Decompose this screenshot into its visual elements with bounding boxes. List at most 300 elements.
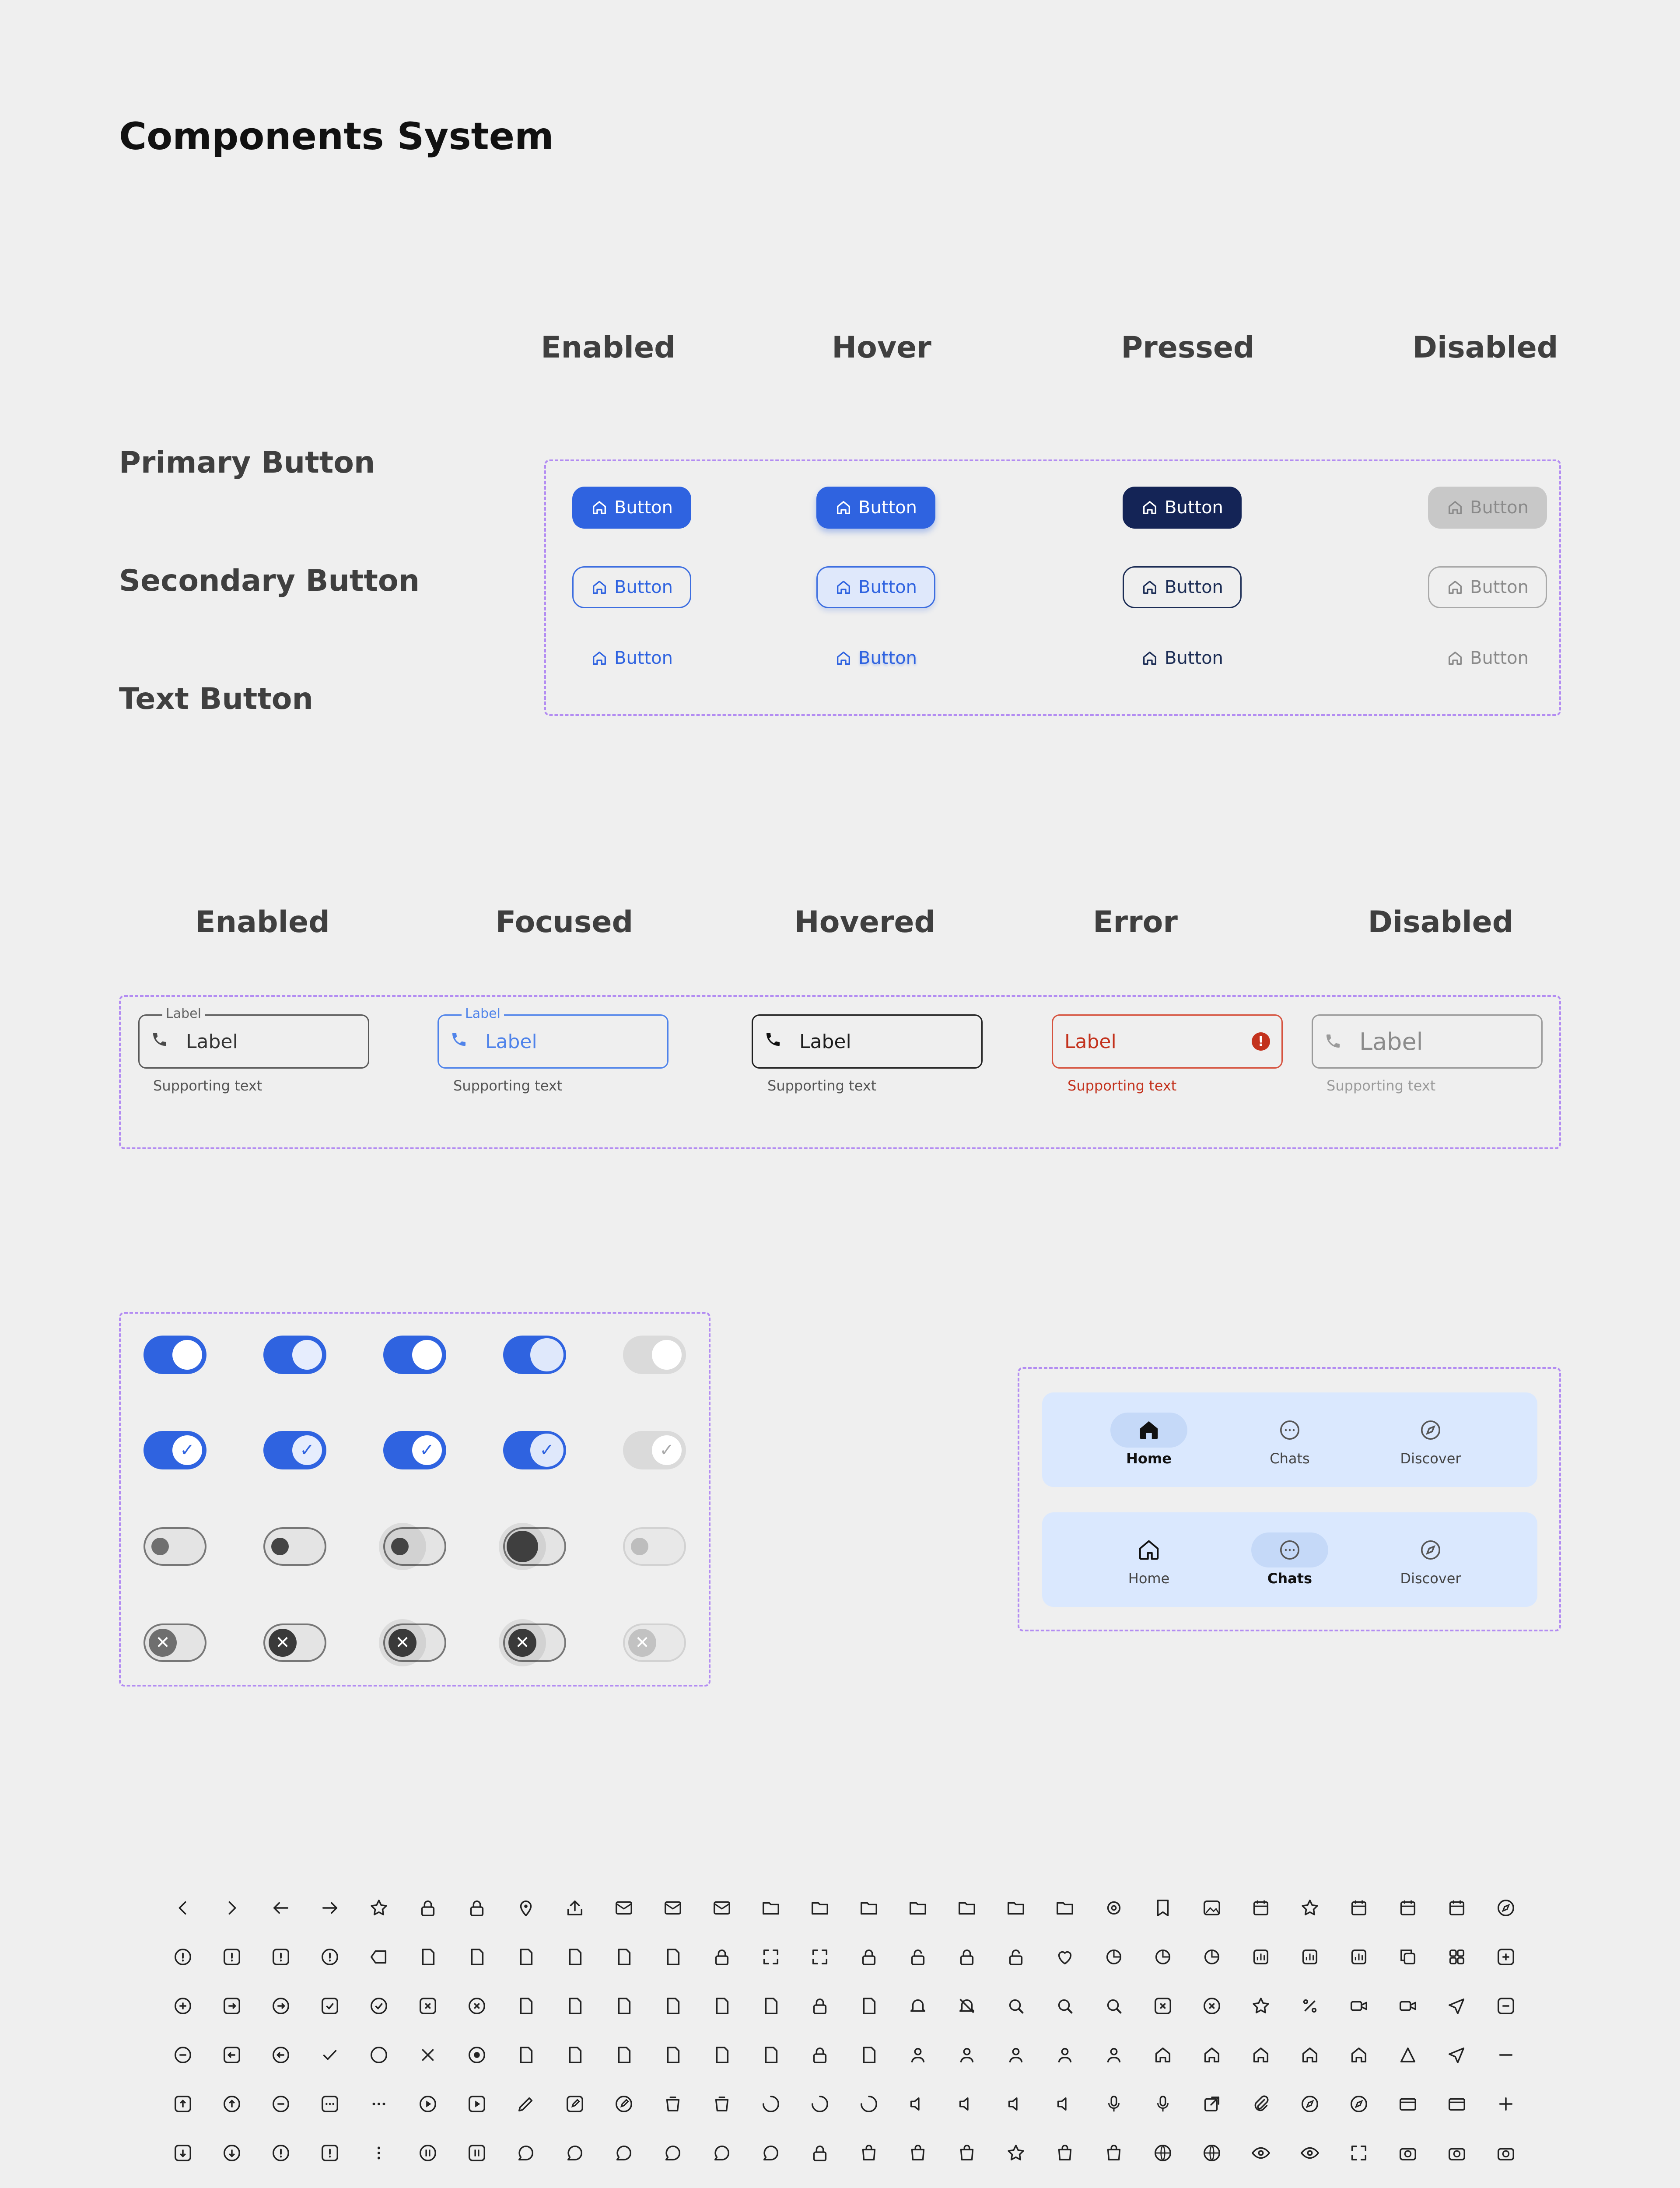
switch-handle (391, 1538, 409, 1555)
home-2-icon (1187, 2030, 1236, 2079)
volume-1-icon (942, 2079, 991, 2128)
folder-download-icon (942, 1883, 991, 1932)
basket-star-icon (991, 2128, 1040, 2177)
home-icon (1138, 2030, 1187, 2079)
switch-on-with-check-disabled (623, 1431, 686, 1469)
arrow-right-square-icon (207, 1981, 256, 2030)
pause-circle-icon (403, 2128, 452, 2177)
bell-icon (893, 1981, 942, 2030)
home-icon (1141, 649, 1158, 667)
bag-plus-icon (893, 2177, 942, 2188)
user-square-icon (1089, 2030, 1138, 2079)
check-icon (305, 2030, 354, 2079)
text-field-hovered[interactable] (752, 1014, 983, 1069)
info-square-2-icon (305, 2128, 354, 2177)
nav-item-chats[interactable] (1224, 1512, 1355, 1607)
eye-icon (1236, 2128, 1285, 2177)
external-link-icon (1187, 2079, 1236, 2128)
clipboard-up-icon (697, 1981, 746, 2030)
chat-2-icon (550, 2128, 599, 2177)
user-2-icon (942, 2030, 991, 2079)
primary-button-heading: Primary Button (119, 445, 375, 480)
arrow-up-square-icon (158, 2079, 207, 2128)
calendar-star-icon (1285, 1883, 1334, 1932)
user-icon (893, 2030, 942, 2079)
phone-icon (764, 1031, 782, 1053)
switch-handle (388, 1629, 416, 1657)
bag-minus-icon (991, 2177, 1040, 2188)
folder-icon (746, 1883, 795, 1932)
switch-handle (412, 1435, 442, 1465)
circle-icon (354, 2030, 403, 2079)
mic-icon (1138, 2079, 1187, 2128)
switch-on-with-check-focused[interactable] (383, 1431, 446, 1469)
button-label: Button (1470, 648, 1529, 668)
field-state-disabled-heading: Disabled (1368, 905, 1514, 940)
globe-icon (1138, 2128, 1187, 2177)
lock-icon (844, 1932, 893, 1981)
outline-icon-set (158, 1883, 1530, 2188)
file-icon (403, 1932, 452, 1981)
button-state-enabled-heading: Enabled (541, 330, 676, 365)
button-label: Button (614, 577, 673, 597)
switch-handle (652, 1435, 682, 1465)
calendar-icon (1236, 1883, 1285, 1932)
volume-2-icon (991, 2079, 1040, 2128)
switch-off-pressed[interactable] (503, 1527, 566, 1566)
primary-button-enabled[interactable] (572, 487, 691, 529)
button-label: Button (1165, 498, 1223, 518)
nav-item-discover[interactable] (1365, 1512, 1496, 1607)
switch-handle (508, 1629, 536, 1657)
error-icon: ! (1252, 1032, 1270, 1051)
plus-circle-icon (158, 1981, 207, 2030)
home-icon (1446, 579, 1464, 596)
clock-icon (403, 1883, 452, 1932)
device-up-icon (697, 2030, 746, 2079)
switch-on-focused[interactable] (383, 1336, 446, 1374)
check-icon: ✓ (420, 1440, 434, 1460)
video-icon (1334, 1981, 1383, 2030)
nav-item-label: Home (1126, 1450, 1172, 1467)
primary-button-disabled (1428, 487, 1547, 529)
shield-2-icon (648, 2177, 697, 2188)
x-box-icon (1138, 1981, 1187, 2030)
pie-chart-3-icon (1187, 1932, 1236, 1981)
hourglass-icon (746, 2079, 795, 2128)
chat-5-icon (697, 2128, 746, 2177)
nav-item-chats[interactable] (1224, 1392, 1355, 1487)
home-icon (591, 579, 608, 596)
minus-square-icon (1481, 1981, 1530, 2030)
text-field-focused[interactable] (438, 1006, 668, 1069)
file-up-icon (648, 1932, 697, 1981)
check-icon: ✓ (539, 1440, 554, 1460)
chat-clock-icon (795, 2128, 844, 2177)
grid-icon (1432, 1932, 1481, 1981)
device-plus-icon (550, 2030, 599, 2079)
switch-on-with-check-pressed[interactable] (503, 1431, 566, 1469)
switch-handle (292, 1340, 322, 1370)
mic-off-icon (1089, 2079, 1138, 2128)
switch-handle (149, 1629, 177, 1657)
check-circle-icon (354, 1981, 403, 2030)
switch-on-hover[interactable] (263, 1336, 326, 1374)
bar-chart-icon (1236, 1932, 1285, 1981)
switch-handle (628, 1629, 656, 1657)
phone-icon (151, 1031, 168, 1053)
phone-icon (158, 2177, 207, 2188)
home-icon (1141, 579, 1158, 596)
chat-3-icon (599, 2128, 648, 2177)
button-label: Button (614, 498, 673, 518)
chat-4-icon (648, 2128, 697, 2177)
switch-off-with-close-pressed[interactable] (503, 1623, 566, 1662)
bag-icon (795, 2177, 844, 2188)
button-label: Button (614, 648, 673, 668)
pie-chart-icon (1089, 1932, 1138, 1981)
shield-check-icon (697, 2177, 746, 2188)
phone-forwarded-icon (354, 2177, 403, 2188)
minus-circle-icon (158, 2030, 207, 2079)
loader-icon (795, 2079, 844, 2128)
secondary-button-disabled (1428, 566, 1547, 608)
paperclip-icon (1236, 2079, 1285, 2128)
info-square-icon (207, 1932, 256, 1981)
volume-x-icon (1040, 2079, 1089, 2128)
folder-plus-icon (844, 1883, 893, 1932)
bookmark-icon (1138, 1883, 1187, 1932)
calendar-minus-icon (1334, 1883, 1383, 1932)
radio-icon (452, 2030, 501, 2079)
file-text-icon (550, 1932, 599, 1981)
device-check-icon (746, 2030, 795, 2079)
nav-item-discover[interactable] (1365, 1392, 1496, 1487)
close-icon: ✕ (275, 1633, 290, 1653)
camera-icon (1383, 2128, 1432, 2177)
chat-icon (501, 2128, 550, 2177)
file-plus-icon (452, 1932, 501, 1981)
switch-handle (530, 1338, 564, 1371)
mail-icon (599, 1883, 648, 1932)
more-vertical-icon (354, 2128, 403, 2177)
info-circle-icon (158, 1932, 207, 1981)
switch-handle (412, 1340, 442, 1370)
heart-icon (1040, 1932, 1089, 1981)
chat-x-icon (746, 2128, 795, 2177)
button-label: Button (858, 648, 917, 668)
phone-icon (1324, 1028, 1342, 1055)
arrow-left-circle-icon (256, 2030, 305, 2079)
button-variants-frame (544, 459, 1561, 716)
file-lock-icon (697, 1932, 746, 1981)
volume-icon (893, 2079, 942, 2128)
device-clock-icon (795, 2030, 844, 2079)
close-icon: ✕ (395, 1633, 410, 1653)
check-square-icon (305, 1981, 354, 2030)
backspace-icon (354, 1932, 403, 1981)
switch-on-enabled[interactable] (144, 1336, 206, 1374)
alert-square-icon (256, 1932, 305, 1981)
home-icon (1110, 1413, 1187, 1448)
camera-square-icon (1481, 2128, 1530, 2177)
more-horizontal-icon (354, 2079, 403, 2128)
arrow-up-circle-icon (207, 2079, 256, 2128)
secondary-button-heading: Secondary Button (119, 564, 420, 598)
chat-bubble-icon (1251, 1532, 1328, 1567)
button-label: Button (1165, 648, 1223, 668)
button-state-pressed-heading: Pressed (1121, 330, 1255, 365)
primary-button-hover[interactable] (816, 487, 935, 529)
button-label: Button (858, 498, 917, 518)
calendar-settings-icon (1432, 1883, 1481, 1932)
trash-icon (648, 2079, 697, 2128)
navigation-square-icon (1334, 2079, 1383, 2128)
device-x-icon (844, 2030, 893, 2079)
nav-item-label: Discover (1400, 1450, 1461, 1467)
supporting-text-error: Supporting text (1068, 1077, 1177, 1094)
maximize-icon (795, 1932, 844, 1981)
plus-icon (1481, 2079, 1530, 2128)
button-state-hover-heading: Hover (832, 330, 931, 365)
calendar-check-icon (1383, 1883, 1432, 1932)
clipboard-down-icon (648, 1981, 697, 2030)
phone-off-icon (403, 2177, 452, 2188)
map-pin-icon (501, 1883, 550, 1932)
home-icon (1446, 499, 1464, 516)
send-icon (1432, 1981, 1481, 2030)
nav-item-label: Discover (1400, 1570, 1461, 1587)
bag-check-icon (844, 2177, 893, 2188)
mail-settings-icon (648, 1883, 697, 1932)
credit-card-icon (1432, 2079, 1481, 2128)
phone-missed-icon (305, 2177, 354, 2188)
shield-icon (599, 2177, 648, 2188)
device-icon (501, 2030, 550, 2079)
video-off-icon (1383, 1981, 1432, 2030)
device-minus-icon (599, 2030, 648, 2079)
nav-item-home[interactable] (1083, 1512, 1214, 1607)
home-3-icon (1236, 2030, 1285, 2079)
button-state-disabled-heading: Disabled (1412, 330, 1558, 365)
home-5-icon (1334, 2030, 1383, 2079)
chat-bubble-icon (1251, 1413, 1328, 1448)
eye-off-icon (1285, 2128, 1334, 2177)
folder-check-icon (1040, 1883, 1089, 1932)
switch-off-hover[interactable] (263, 1527, 326, 1566)
check-icon: ✓ (300, 1440, 315, 1460)
upload-icon (550, 1883, 599, 1932)
folder-add-icon (893, 1883, 942, 1932)
switch-on-with-check-enabled[interactable] (144, 1431, 206, 1469)
floating-label: Label (462, 1006, 504, 1021)
bar-chart-2-icon (1285, 1932, 1334, 1981)
button-label: Button (1470, 577, 1529, 597)
field-value: Label (1064, 1030, 1116, 1053)
switch-off-with-close-enabled[interactable] (144, 1623, 206, 1662)
text-button-hover[interactable] (816, 637, 935, 679)
minus-circle-2-icon (256, 2079, 305, 2128)
phone-icon (450, 1031, 468, 1053)
clipboard-plus-icon (550, 1981, 599, 2030)
clipboard-minus-icon (599, 1981, 648, 2030)
edit-square-icon (550, 2079, 599, 2128)
field-state-focused-heading: Focused (495, 905, 634, 940)
file-edit-icon (599, 1932, 648, 1981)
scan-icon (1334, 2128, 1383, 2177)
home-icon (835, 649, 852, 667)
switch-off-with-close-disabled (623, 1623, 686, 1662)
switch-off-disabled (623, 1527, 686, 1566)
chevron-left-icon (158, 1883, 207, 1932)
send-2-icon (1432, 2030, 1481, 2079)
switch-off-with-close-hover[interactable] (263, 1623, 326, 1662)
home-icon (591, 649, 608, 667)
secondary-button-pressed[interactable] (1123, 566, 1242, 608)
search-icon (991, 1981, 1040, 2030)
home-icon (835, 579, 852, 596)
switch-handle (631, 1538, 648, 1555)
close-icon: ✕ (155, 1633, 170, 1653)
text-field-error[interactable] (1052, 1014, 1283, 1069)
lock-open-icon (893, 1932, 942, 1981)
field-state-error-heading: Error (1093, 905, 1178, 940)
x-circle-2-icon (1187, 1981, 1236, 2030)
chevron-right-icon (207, 1883, 256, 1932)
switch-handle (269, 1629, 297, 1657)
text-button-heading: Text Button (119, 682, 313, 716)
supporting-text: Supporting text (153, 1077, 262, 1094)
navigation-bar-chats-active (1042, 1512, 1537, 1607)
basket-minus-icon (1089, 2128, 1138, 2177)
triangle-icon (1383, 2030, 1432, 2079)
globe-2-icon (1187, 2128, 1236, 2177)
lock-key-open-icon (991, 1932, 1040, 1981)
alert-circle-icon (305, 1932, 354, 1981)
field-state-hovered-heading: Hovered (794, 905, 936, 940)
floating-label: Label (162, 1006, 205, 1021)
home-icon (1446, 649, 1464, 667)
primary-button-pressed[interactable] (1123, 487, 1242, 529)
switch-off-enabled[interactable] (144, 1527, 206, 1566)
supporting-text-disabled: Supporting text (1326, 1077, 1436, 1094)
text-field-disabled (1312, 1014, 1543, 1069)
switch-handle (172, 1435, 202, 1465)
basket-check-icon (893, 2128, 942, 2177)
home-icon (591, 499, 608, 516)
user-3-icon (991, 2030, 1040, 2079)
navigation-bar-home-active (1042, 1392, 1537, 1487)
info-circle-2-icon (256, 2128, 305, 2177)
pencil-icon (501, 2079, 550, 2128)
more-square-icon (305, 2079, 354, 2128)
shield-x-icon (746, 2177, 795, 2188)
basket-x-icon (942, 2128, 991, 2177)
close-icon: ✕ (515, 1633, 530, 1653)
compass-icon (1392, 1532, 1469, 1567)
text-button-enabled[interactable] (572, 637, 691, 679)
folder-x-icon (991, 1883, 1040, 1932)
navigation-circle-icon (1285, 2079, 1334, 2128)
camera-off-icon (1432, 2128, 1481, 2177)
x-circle-icon (452, 1981, 501, 2030)
supporting-text: Supporting text (767, 1077, 877, 1094)
nav-item-label: Home (1128, 1570, 1170, 1587)
basket-icon (844, 2128, 893, 2177)
check-icon: ✓ (180, 1440, 195, 1460)
clipboard-icon (501, 1981, 550, 2030)
switch-on-disabled (623, 1336, 686, 1374)
button-label: Button (1470, 498, 1529, 518)
loader-2-icon (844, 2079, 893, 2128)
sliders-icon (501, 2177, 550, 2188)
arrow-left-square-icon (207, 2030, 256, 2079)
supporting-text: Supporting text (453, 1077, 563, 1094)
arrow-left-icon (256, 1883, 305, 1932)
clipboard-check-icon (746, 1981, 795, 2030)
x-square-icon (403, 1981, 452, 2030)
nav-item-label: Chats (1270, 1450, 1310, 1467)
arrow-right-icon (305, 1883, 354, 1932)
secondary-button-enabled[interactable] (572, 566, 691, 608)
lock-key-icon (942, 1932, 991, 1981)
star-icon (354, 1883, 403, 1932)
percent-icon (1285, 1981, 1334, 2030)
user-circle-icon (1040, 2030, 1089, 2079)
arrow-right-circle-icon (256, 1981, 305, 2030)
bag-star-icon (942, 2177, 991, 2188)
switch-handle (271, 1538, 289, 1555)
gear-icon (1089, 1883, 1138, 1932)
button-label: Button (1165, 577, 1223, 597)
home-4-icon (1285, 2030, 1334, 2079)
switch-handle (652, 1340, 682, 1370)
play-circle-icon (403, 2079, 452, 2128)
clipboard-clock-icon (795, 1981, 844, 2030)
switch-on-pressed[interactable] (503, 1336, 566, 1374)
nav-item-label: Chats (1267, 1570, 1312, 1587)
text-field-enabled[interactable] (138, 1006, 369, 1069)
wallet-icon (1383, 2079, 1432, 2128)
field-value: Label (485, 1030, 537, 1053)
home-icon (835, 499, 852, 516)
bell-off-icon (942, 1981, 991, 2030)
text-button-disabled (1428, 637, 1547, 679)
switch-off-focused[interactable] (383, 1527, 446, 1566)
nav-item-home[interactable] (1083, 1392, 1214, 1487)
star-circle-icon (1236, 1981, 1285, 2030)
field-value: Label (1359, 1027, 1423, 1055)
clock-square-icon (452, 1883, 501, 1932)
secondary-button-hover[interactable] (816, 566, 935, 608)
compass-icon (1392, 1413, 1469, 1448)
switch-off-with-close-focused[interactable] (383, 1623, 446, 1662)
switch-handle (151, 1538, 169, 1555)
switch-handle (507, 1531, 538, 1562)
pie-chart-2-icon (1138, 1932, 1187, 1981)
arrow-down-circle-icon (207, 2128, 256, 2177)
zoom-out-icon (1089, 1981, 1138, 2030)
play-square-icon (452, 2079, 501, 2128)
plus-square-icon (1481, 1932, 1530, 1981)
basket-plus-icon (1040, 2128, 1089, 2177)
page-title: Components System (119, 115, 554, 158)
text-button-pressed[interactable] (1123, 637, 1242, 679)
minus-icon (1481, 2030, 1530, 2079)
switch-on-with-check-hover[interactable] (263, 1431, 326, 1469)
arrow-down-square-icon (158, 2128, 207, 2177)
switch-handle (530, 1434, 564, 1467)
